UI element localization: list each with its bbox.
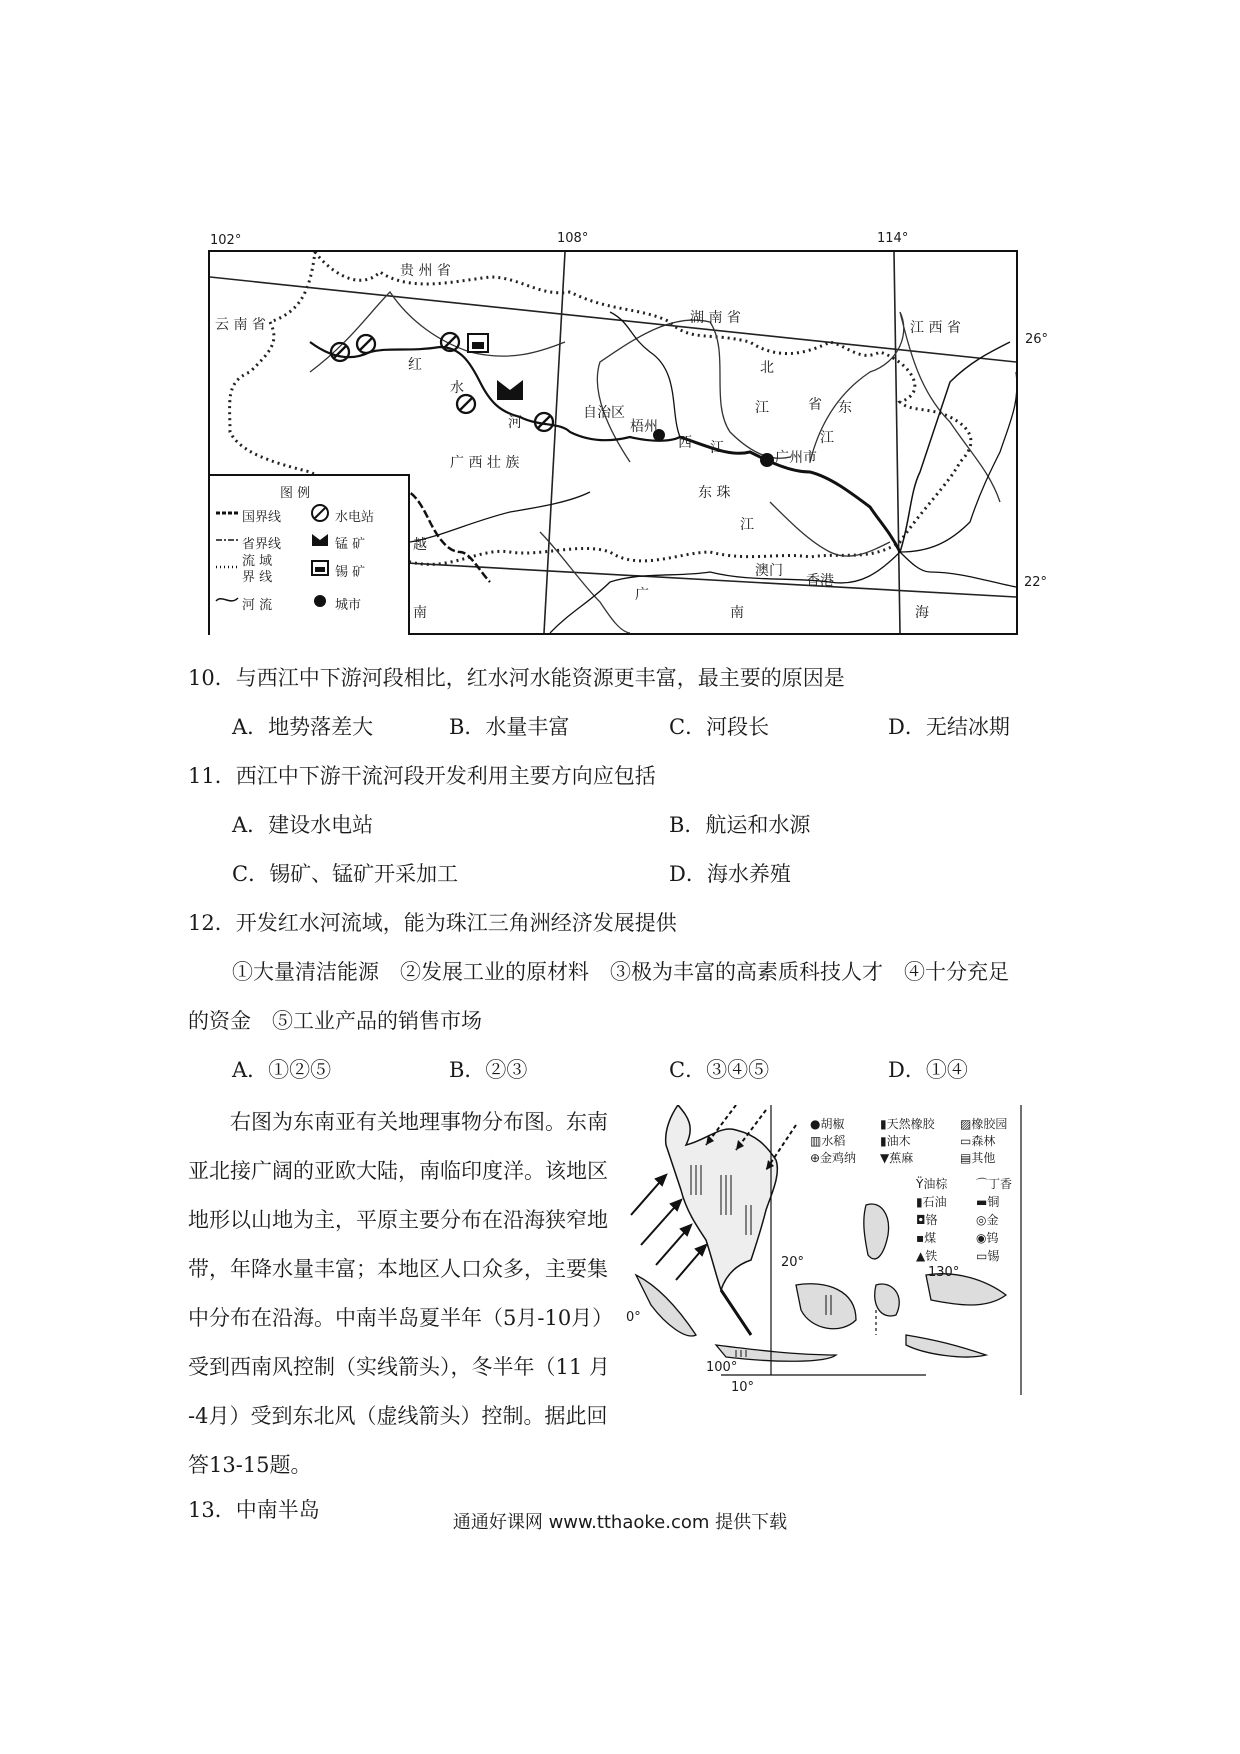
label-jiang: 江 [710,440,724,456]
legend-border: 国界线 [242,510,282,525]
q11-option-a: A．建设水电站 [232,813,374,837]
label-he: 河 [508,415,522,431]
lat-26-label: 26° [1025,332,1049,347]
label-dongzhu: 东 珠 [698,485,731,501]
label-aomen: 澳门 [755,563,783,579]
q13-stem: 13．中南半岛 [188,1498,320,1522]
legend-xi: ▭锡 [976,1249,1000,1263]
legend-tin: 锡 矿 [335,565,366,580]
legend-tie: ▲铁 [916,1249,938,1263]
label-bei: 北 [760,360,774,376]
label-guizhou: 贵 州 省 [400,263,451,279]
q11-option-b: B．航运和水源 [669,813,811,837]
passage-line: 带，年降水量丰富；本地区人口众多，主要集 [188,1257,608,1281]
legend-title: 图 例 [280,486,311,501]
legend-hydro: 水电站 [335,510,375,525]
passage-line: 受到西南风控制（实线箭头），冬半年（11 月 [188,1355,610,1379]
label-nan: 南 [413,605,427,621]
label-xianggang: 香港 [806,573,834,589]
label-wuzhou: 梧州 [630,419,658,435]
legend-shiyou: ▮石油 [916,1195,947,1209]
q12-option-a: A．①②⑤ [232,1058,332,1082]
lon-114-label: 114° [877,231,909,246]
legend-jinjina: ⊕金鸡纳 [810,1151,857,1165]
q12-option-c: C．③④⑤ [669,1058,770,1082]
q10-option-a: A．地势落差大 [232,715,374,739]
passage-line: 答13-15题。 [188,1453,312,1477]
legend-mei: ▪煤 [916,1231,937,1245]
label-jiang2: 江 [755,400,769,416]
q12-choices-line1: ①大量清洁能源 ②发展工业的原材料 ③极为丰富的高素质科技人才 ④十分充足 [232,960,1009,984]
lon-102-label: 102° [210,233,242,248]
legend-shuidao: ▥水稻 [810,1134,846,1148]
page-footer: 通通好课网 www.tthaoke.com 提供下载 [452,1512,788,1533]
lat-10-label: 10° [731,1380,755,1395]
label-yunnan: 云 南 省 [215,317,266,333]
lat-20-label: 20° [781,1255,805,1270]
lon-100-label: 100° [706,1360,738,1375]
passage-line: 右图为东南亚有关地理事物分布图。东南 [188,1110,608,1134]
legend-jiama: ▼蕉麻 [880,1151,914,1165]
label-zizhiqu: 自治区 [583,405,625,421]
passage [188,1098,620,1490]
lat-22-label: 22° [1024,575,1048,590]
legend-province: 省界线 [242,537,282,552]
legend-jin: ◎金 [976,1213,999,1227]
label-sheng: 省 [808,397,822,413]
legend-tong: ▬铜 [976,1195,1000,1209]
label-jiangxi: 江 西 省 [910,320,961,336]
legend-dingxiang: ⌒丁香 [976,1177,1013,1191]
legend-qita: ▤其他 [960,1151,996,1165]
lon-108-label: 108° [557,231,589,246]
pearl-river-map [208,250,1018,635]
label-guangzhou: 广州市 [775,450,817,466]
label-hai: 海 [915,605,929,621]
q12-choices-line2: 的资金 ⑤工业产品的销售市场 [188,1009,482,1033]
label-yue: 越 [413,537,427,553]
passage-line: 亚北接广阔的亚欧大陆，南临印度洋。该地区 [188,1159,608,1183]
legend-xiangjiao: ▮天然橡胶 [880,1117,935,1131]
label-jiang4: 江 [740,517,754,533]
q11-option-d: D．海水养殖 [669,862,791,886]
legend-hujiao: ●胡椒 [810,1117,845,1131]
map-legend [210,474,410,635]
legend-manganese: 锰 矿 [335,537,366,552]
label-guang: 广 [635,587,649,603]
legend-youmu: ▮油木 [880,1134,911,1148]
legend-river: 河 流 [242,598,273,613]
label-shui: 水 [450,380,464,396]
label-xi: 西 [678,435,692,451]
lon-130-label: 130° [928,1265,960,1280]
q11-stem: 11．西江中下游干流河段开发利用主要方向应包括 [188,764,656,788]
passage-line: 中分布在沿海。中南半岛夏半年（5月-10月） [188,1306,614,1330]
label-nan2: 南 [730,605,744,621]
legend-symbols [210,476,410,636]
legend-xiangjiaoyuan: ▨橡胶园 [960,1117,1008,1131]
q10-option-b: B．水量丰富 [449,715,570,739]
legend-wu: ◉钨 [976,1231,999,1245]
label-hong: 红 [408,357,422,373]
legend-senlin: ▭森林 [960,1134,996,1148]
q12-stem: 12．开发红水河流域，能为珠江三角洲经济发展提供 [188,911,677,935]
legend-city: 城市 [335,598,362,613]
label-dong: 东 [838,400,852,416]
q12-option-d: D．①④ [888,1058,968,1082]
label-jiang3: 江 [820,430,834,446]
q10-option-c: C．河段长 [669,715,770,739]
q12-option-b: B．②③ [449,1058,528,1082]
label-hunan: 湖 南 省 [690,310,741,326]
lat-0-label: 0° [626,1310,641,1325]
q11-option-c: C．锡矿、锰矿开采加工 [232,862,459,886]
legend-basin: 流 域 界 线 [242,554,273,585]
q10-stem: 10．与西江中下游河段相比，红水河水能资源更丰富，最主要的原因是 [188,666,845,690]
label-guangxizhuang: 广 西 壮 族 [450,455,520,471]
legend-youzong: Ϋ油棕 [916,1177,948,1191]
passage-line: 地形以山地为主，平原主要分布在沿海狭窄地 [188,1208,608,1232]
q10-option-d: D．无结冰期 [888,715,1010,739]
passage-line: -4月）受到东北风（虚线箭头）控制。据此回 [188,1404,608,1428]
southeast-asia-map [626,1105,1026,1395]
legend-ge: ◘铬 [916,1213,938,1227]
